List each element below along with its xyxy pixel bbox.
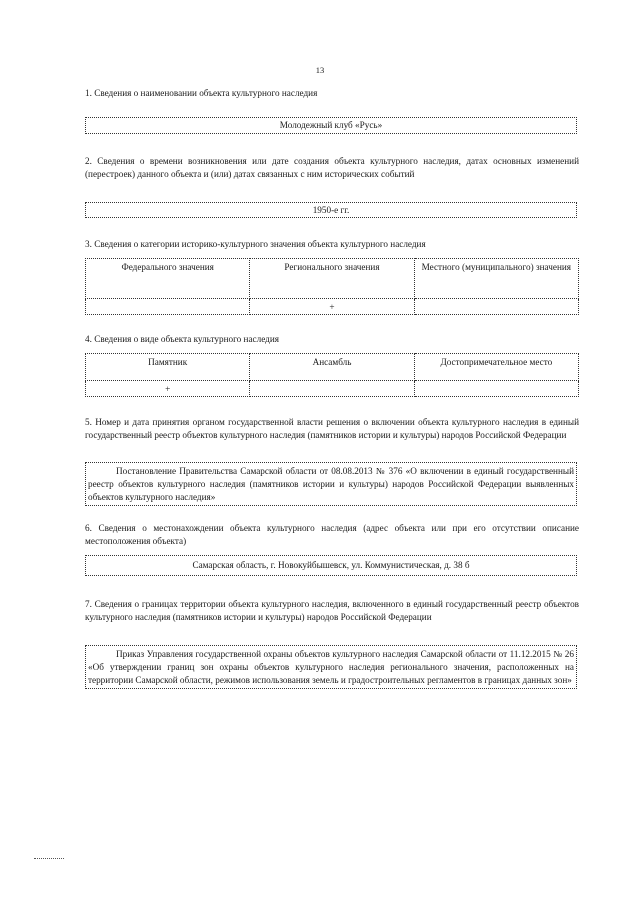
landmark-mark — [414, 381, 578, 397]
section-7-heading: 7. Сведения о границах территории объекта культурного наследия, включенного в единый государственный реестр объектов культурного наследия (памятников истории и культуры) народов Российской Федерации — [85, 599, 579, 622]
registry-decision-value: Постановление Правительства Самарской области от 08.08.2013 № 376 «О включении в единый государственный реестр объектов культурного наследия (памятников истории и культуры) народов Российской Федерации выявленных объектов культурного наследия» — [88, 466, 574, 502]
object-type-table — [85, 353, 579, 397]
local-significance-mark — [414, 299, 578, 315]
section-4-heading: 4. Сведения о виде объекта культурного наследия — [85, 334, 279, 344]
creation-date-value: 1950-е гг. — [312, 205, 350, 215]
section-2-heading: 2. Сведения о времени возникновения или дате создания объекта культурного наследия, датах основных изменений (перестроек) данного объекта и (или) датах связанных с ним исторических событий — [85, 156, 579, 179]
object-name-box — [85, 117, 577, 134]
section-3-heading: 3. Сведения о категории историко-культурного значения объекта культурного наследия — [85, 239, 426, 249]
section-5-heading: 5. Номер и дата принятия органом государственной власти решения о включении объекта культурного наследия в единый государственный реестр объектов культурного наследия (памятников истории и культуры) народов Российской Федерации — [85, 417, 579, 440]
ensemble-mark — [250, 381, 414, 397]
location-value: Самарская область, г. Новокуйбышевск, ул. Коммунистическая, д. 38 б — [192, 560, 470, 570]
page-number: 13 — [315, 65, 325, 75]
regional-significance-mark: + — [250, 299, 414, 315]
section-6-heading: 6. Сведения о местонахождении объекта культурного наследия (адрес объекта или при его отсутствии описание местоположения объекта) — [85, 523, 579, 546]
registry-decision-box — [85, 462, 577, 506]
creation-date-box — [85, 202, 577, 218]
significance-category-table — [85, 258, 579, 315]
section-1-heading: 1. Сведения о наименовании объекта культурного наследия — [85, 88, 318, 98]
location-box — [85, 555, 577, 576]
federal-significance-mark — [86, 299, 250, 315]
object-name-value: Молодежный клуб «Русь» — [279, 120, 383, 130]
ensemble-header: Ансамбль — [250, 354, 414, 381]
monument-mark: + — [86, 381, 250, 397]
monument-header: Памятник — [86, 354, 250, 381]
territory-boundaries-value: Приказ Управления государственной охраны объектов культурного наследия Самарской области от 11.12.2015 № 26 «Об утверждении границ зон охраны объектов культурного наследия регионального значения, расположенных на территории Самарской области, режимов использования земель и градостроительных регламентов в границах данных зон» — [88, 649, 574, 685]
territory-boundaries-box — [85, 645, 577, 689]
landmark-header: Достопримечательное место — [414, 354, 578, 381]
regional-significance-header: Регионального значения — [250, 259, 414, 299]
footer-mark — [34, 858, 64, 859]
local-significance-header: Местного (муниципального) значения — [414, 259, 578, 299]
federal-significance-header: Федерального значения — [86, 259, 250, 299]
